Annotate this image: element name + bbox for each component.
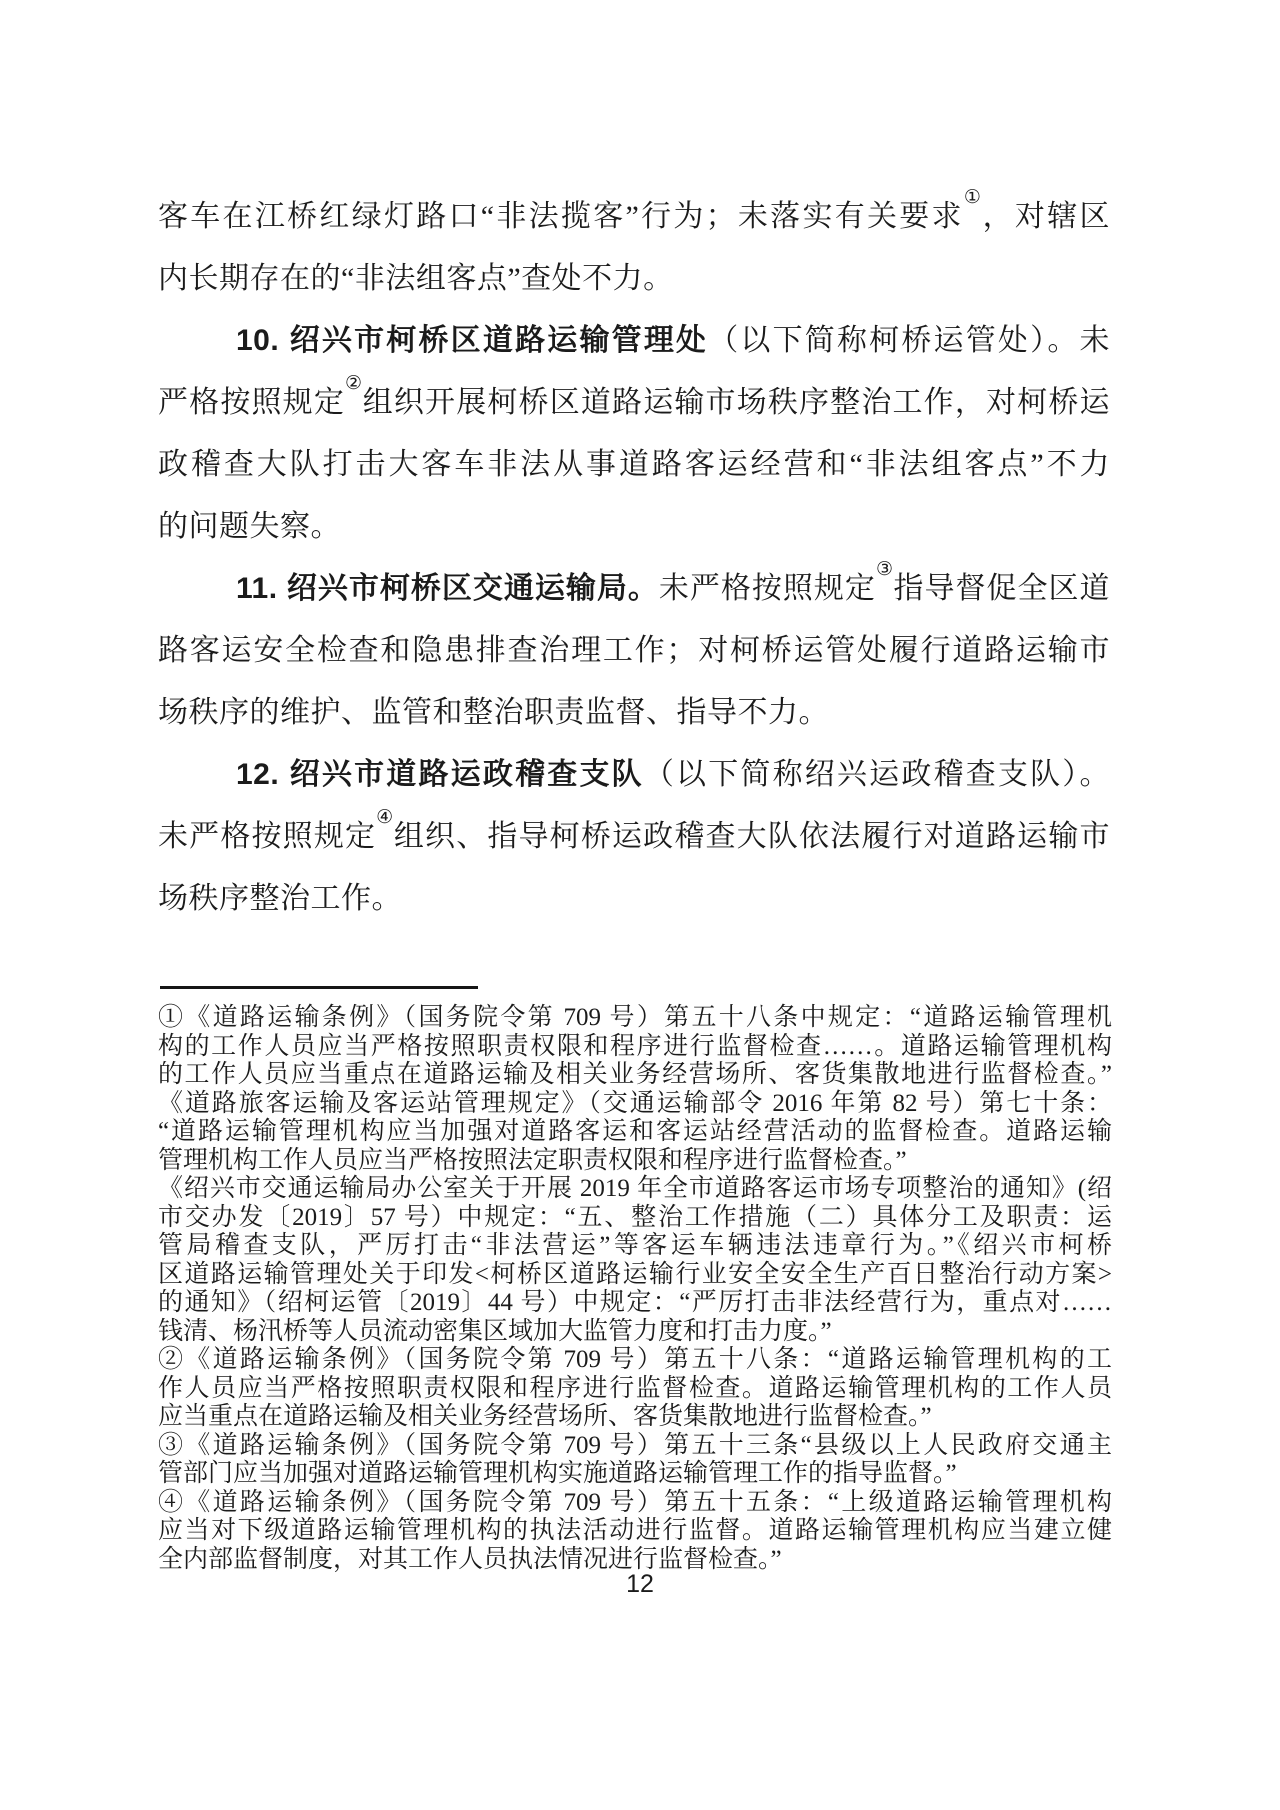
body-line (158, 868, 1110, 930)
footnote-line: 《道路旅客运输及客运站管理规定》（交通运输部令 2016 年第 82 号）第七十条： (158, 1089, 1112, 1117)
footnote-line: 管局稽查支队，严厉打击“非法营运”等客运车辆违法违章行为。”《绍兴市柯桥 (158, 1232, 1112, 1259)
body-run: 未严格按照规定 (658, 572, 876, 605)
body-line (158, 682, 1110, 744)
body-run: （以下简称柯桥运管处）。未 (708, 324, 1111, 357)
footnote-separator (160, 986, 478, 989)
footnote-line: 《绍兴市交通运输局办公室关于开展 2019 年全市道路客运市场专项整治的通知》(绍 (158, 1175, 1112, 1202)
footnote-line: 全内部监督制度，对其工作人员执法情况进行监督检查。” (158, 1545, 782, 1573)
footnote-ref-3: ③ (875, 559, 894, 580)
footnote-line: 应当重点在道路运输及相关业务经营场所、客货集散地进行监督检查。” (158, 1403, 932, 1430)
body-line (158, 806, 1110, 868)
body-run: 组织、指导柯桥运政稽查大队依法履行对道路运输市 (393, 820, 1110, 853)
body-run: 指导督促全区道 (893, 572, 1111, 605)
page-number: 12 (626, 1570, 654, 1598)
heading-run: 12. 绍兴市道路运政稽查支队 (236, 758, 644, 791)
body-text (158, 186, 1110, 930)
footnote-line: ④《道路运输条例》（国务院令第 709 号）第五十五条：“上级道路运输管理机构 (158, 1488, 1112, 1516)
body-run: 的问题失察。 (158, 510, 341, 543)
body-line (158, 496, 1110, 558)
body-run: 场秩序的维护、监管和整治职责监督、指导不力。 (158, 696, 829, 729)
footnote-line: 应当对下级道路运输管理机构的执法活动进行监督。道路运输管理机构应当建立健 (158, 1517, 1112, 1544)
footnote-line: 的通知》（绍柯运管〔2019〕44 号）中规定：“严厉打击非法经营行为，重点对…… (158, 1289, 1112, 1316)
footnote-ref-1: ① (963, 187, 983, 208)
body-line (158, 434, 1110, 496)
body-run: 场秩序整治工作。 (158, 882, 402, 915)
footnotes-block (158, 1004, 1112, 1574)
footnote-line: 作人员应当严格按照职责权限和程序进行监督检查。道路运输管理机构的工作人员 (158, 1374, 1112, 1402)
body-run: （以下简称绍兴运政稽查支队）。 (643, 758, 1110, 791)
footnote-line: “道路运输管理机构应当加强对道路客运和客运站经营活动的监督检查。道路运输 (158, 1118, 1112, 1145)
body-run: 政稽查大队打击大客车非法从事道路客运经营和“非法组客点”不力 (158, 448, 1110, 481)
body-run: 内长期存在的“非法组客点”查处不力。 (158, 262, 674, 295)
footnote-line: 管部门应当加强对道路运输管理机构实施道路运输管理工作的指导监督。” (158, 1460, 957, 1487)
body-line (158, 248, 1110, 310)
footnote-line: 的工作人员应当重点在道路运输及相关业务经营场所、客货集散地进行监督检查。” (158, 1061, 1112, 1088)
footnote-line: 管理机构工作人员应当严格按照法定职责权限和程序进行监督检查。” (158, 1146, 907, 1174)
body-run: ，对辖区 (982, 200, 1110, 233)
footnote-line: 构的工作人员应当严格按照职责权限和程序进行监督检查……。道路运输管理机构 (158, 1032, 1112, 1060)
footnote-ref-2: ② (345, 373, 363, 394)
body-run: 客车在江桥红绿灯路口“非法揽客”行为；未落实有关要求 (158, 200, 964, 233)
footnote-line: 钱清、杨汛桥等人员流动密集区域加大监管力度和打击力度。” (158, 1317, 832, 1345)
footnote-line: ③《道路运输条例》（国务院令第 709 号）第五十三条“县级以上人民政府交通主 (158, 1431, 1112, 1459)
body-line (158, 372, 1110, 434)
body-run: 路客运安全检查和隐患排查治理工作；对柯桥运管处履行道路运输市 (158, 634, 1110, 667)
heading-run: 10. 绍兴市柯桥区道路运输管理处 (236, 324, 709, 357)
body-line-heading-12 (158, 744, 1110, 806)
footnote-line: 市交办发〔2019〕57 号）中规定：“五、整治工作措施（二）具体分工及职责：运 (158, 1203, 1112, 1231)
footnote-line: ②《道路运输条例》（国务院令第 709 号）第五十八条：“道路运输管理机构的工 (158, 1346, 1112, 1373)
footnote-line: 区道路运输管理处关于印发<柯桥区道路运输行业安全安全生产百日整治行动方案> (158, 1260, 1112, 1288)
heading-run: 11. 绍兴市柯桥区交通运输局。 (236, 572, 659, 605)
body-line-heading-11 (158, 558, 1110, 620)
body-line (158, 620, 1110, 682)
body-line-heading-10 (158, 310, 1110, 372)
footnote-line: ①《道路运输条例》（国务院令第 709 号）第五十八条中规定：“道路运输管理机 (158, 1004, 1112, 1031)
body-line (158, 186, 1110, 248)
footnote-ref-4: ④ (376, 807, 394, 828)
body-run: 未严格按照规定 (158, 820, 377, 853)
body-run: 严格按照规定 (158, 386, 345, 419)
body-run: 组织开展柯桥区道路运输市场秩序整治工作，对柯桥运 (362, 386, 1110, 419)
